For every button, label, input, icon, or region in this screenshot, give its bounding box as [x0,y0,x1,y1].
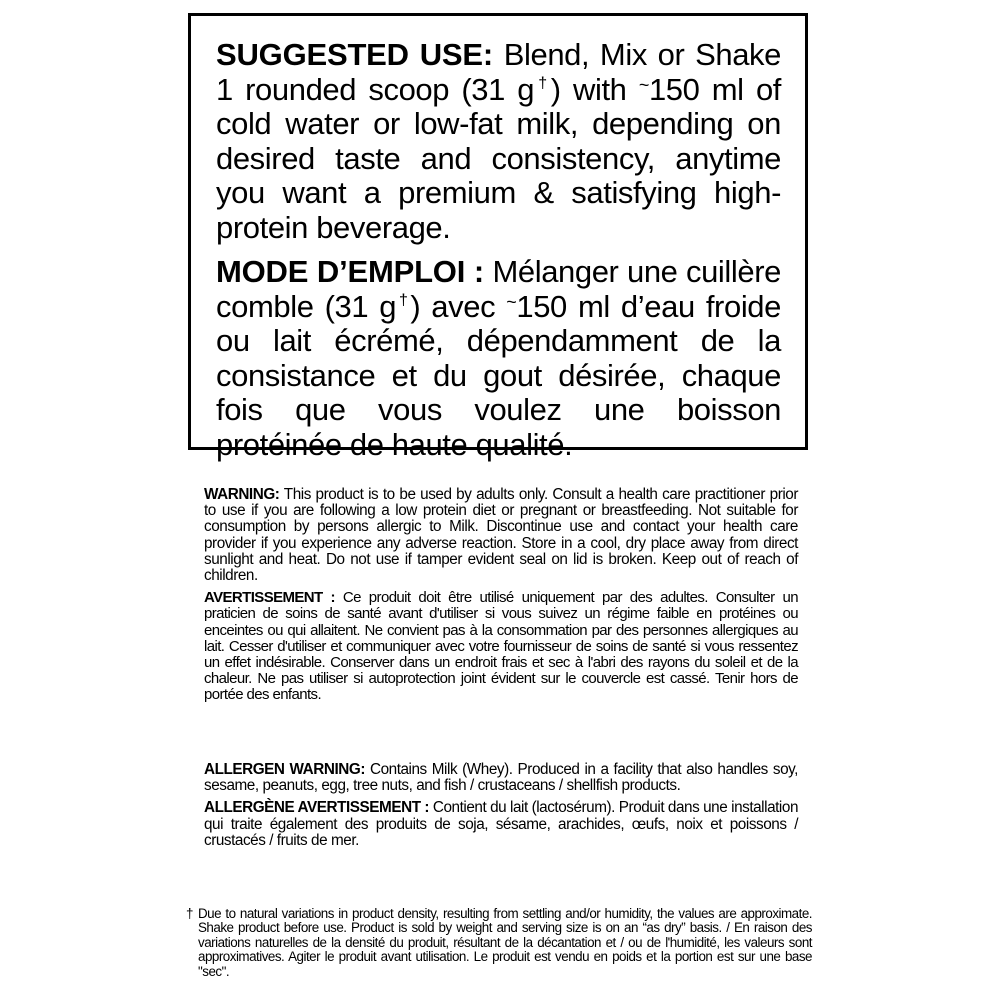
suggested-use-en [216,38,781,245]
allergen-en [204,762,798,794]
warning-en [204,487,798,584]
footnote [186,907,812,979]
suggested-use-text-3: 150 ml of cold water or low-fat milk, depending on desired taste and consistency, anytime you want a premium & satisfying high-protein beverage. [216,71,781,245]
allergene-text: Contient du lait (lactosérum). Produit dans une installation qui traite également des produits de soja, sésame, arachides, œufs, noix et poissons / crustacés / fruits de mer. [204,799,798,849]
tilde-mark: ~ [638,74,649,95]
tilde-mark: ~ [506,291,517,312]
dagger-mark: † [534,74,551,92]
avertissement-fr [204,590,798,703]
allergen-text: Contains Milk (Whey). Produced in a facility that also handles soy, sesame, peanuts, egg, tree nuts, and fish / crustaceans / shellfish products. [204,761,798,795]
warning-heading: WARNING: [204,486,280,503]
mode-emploi-text-3: 150 ml d’eau froide ou lait écrémé, dépendamment de la consistance et du gout désirée, chaque fois que vous voulez une boisson protéinée de haute qualité. [216,288,781,462]
warning-section [204,487,798,710]
footnote-dagger: † [186,906,193,921]
allergene-heading: ALLERGÈNE AVERTISSEMENT : [204,799,430,817]
mode-emploi-fr [216,255,781,462]
allergen-heading: ALLERGEN WARNING: [204,761,365,778]
mode-emploi-text-1: Mélanger une cuillère comble (31 g [216,254,781,324]
allergen-section [204,762,798,855]
dagger-mark: † [396,291,411,309]
suggested-use-heading: SUGGESTED USE: [216,37,494,72]
mode-emploi-text-2: ) avec [410,288,507,324]
allergene-fr [204,800,798,849]
avertissement-text: Ce produit doit être utilisé uniquement par des adultes. Consulter un praticien de soins de santé avant d'utiliser si vous suivez un régime faible en protéines ou enceintes ou qui allaitent. Ne convient pas à la consommation par des personnes allergiques au lait. Cesser d'utiliser et communiquer avec votre fournisseur de soins de santé si vous ressentez un effet indésirable. Conserver dans un endroit frais et sec à l'abri des rayons du soleil et de la chaleur. Ne pas utiliser si autoprotection joint évident sur le couvercle est cassé. Tenir hors de portée des enfants. [204,589,799,704]
suggested-use-text-1: Blend, Mix or Shake 1 rounded scoop (31 g [216,37,781,107]
mode-emploi-heading: MODE D’EMPLOI : [216,254,484,289]
footnote-text: Due to natural variations in product density, resulting from settling and/or humidity, the values are approximate. Shake product before use. Product is sold by weight and serving size is on an “as dry” basis. / En raison des variations naturelles de la densité du produit, résultant de la décantation et / ou de l'humidité, les valeurs sont approximatives. Agiter le produit avant utilisation. Le produit est vendu en poids et la portion est sur une base "sec". [198,906,812,979]
suggested-use-text-2: ) with [550,71,639,107]
suggested-use-box [188,13,808,462]
warning-text: This product is to be used by adults only. Consult a health care practitioner prior to use if you are following a low protein diet or pregnant or breastfeeding. Not suitable for consumption by persons allergic to Milk. Discontinue use and contact your health care provider if you experience any adverse reaction. Store in a cool, dry place away from direct sunlight and heat. Do not use if tamper evident seal on lid is broken. Keep out of reach of children. [204,486,798,585]
avertissement-heading: AVERTISSEMENT : [204,589,335,607]
